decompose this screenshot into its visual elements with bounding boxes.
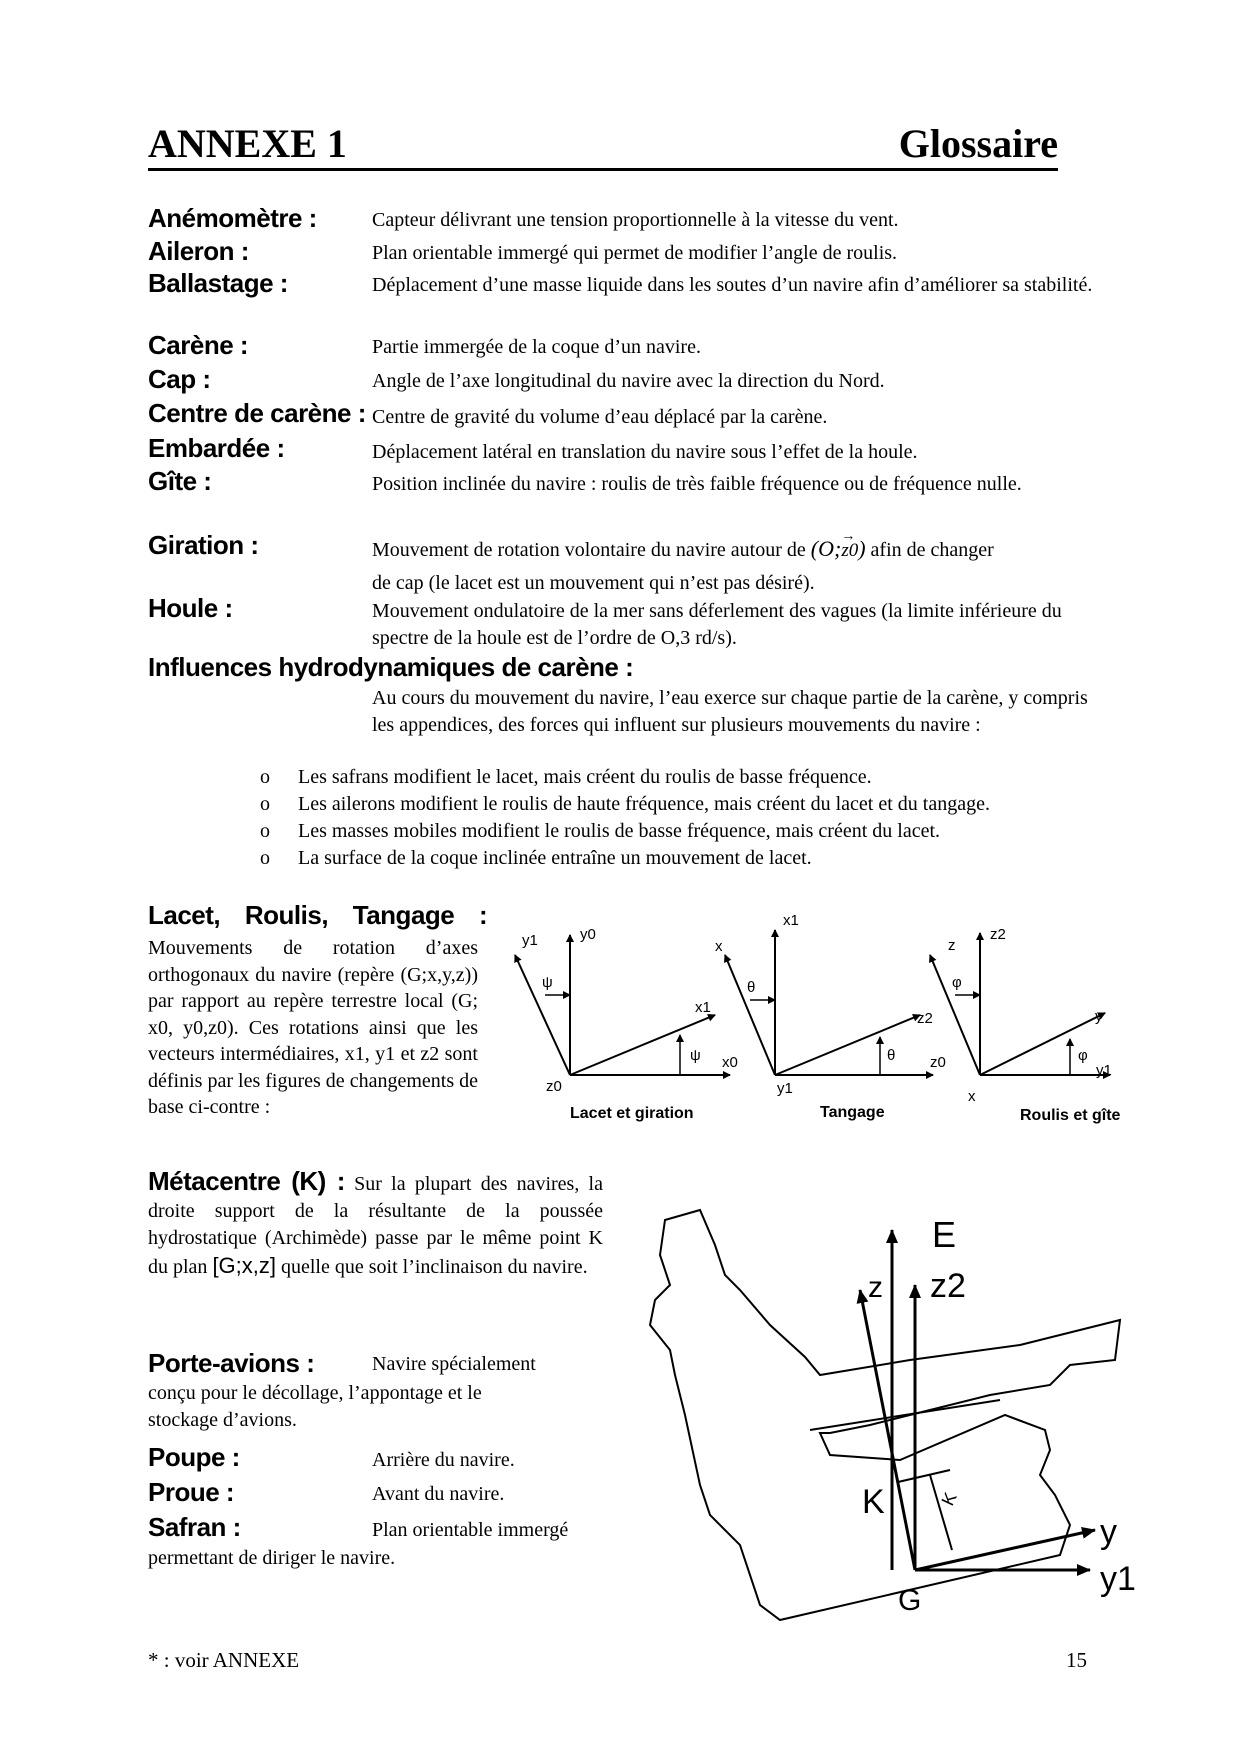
def-safran-rest: permettant de diriger le navire. [148, 1547, 396, 1569]
label-y0: y0 [580, 926, 596, 943]
page-number: 15 [1066, 1648, 1087, 1672]
label-z: z [948, 937, 956, 954]
term-giration: Giration : [148, 530, 259, 560]
bullet-item [260, 791, 990, 818]
def-giration-after: afin de changer [870, 539, 994, 561]
label-y1: y1 [1100, 1560, 1136, 1598]
label-distance: K [937, 1489, 961, 1509]
axis-y [915, 1530, 1095, 1570]
label-x0: x0 [722, 1054, 738, 1071]
metacentre-text: Sur la plupart des navires, la droite support de la résultante de la poussée hydrostatique (Archimède) passe par le même point K du plan [148, 1173, 603, 1278]
page-header [148, 120, 1058, 171]
deck-gap [895, 1185, 928, 1465]
term-porte-avions: Porte-avions : [148, 1348, 315, 1378]
def-metacentre [148, 1168, 603, 1281]
formula-o-z0 [811, 536, 866, 561]
diagram-tangage [715, 912, 946, 1121]
bullet-marker: o [260, 847, 270, 869]
diagram-lacet [515, 926, 738, 1122]
label-theta: θ [887, 1047, 896, 1064]
def-porte-avions-rest: conçu pour le décollage, l’appontage et le stockage d’avions. [148, 1382, 482, 1431]
label-z2: z2 [917, 1010, 933, 1027]
formula-z0: → z0 [841, 534, 858, 567]
term-gite: Gîte : [148, 466, 212, 496]
axis-z [860, 1290, 915, 1570]
term-lacet-roulis-tangage: Lacet, Roulis, Tangage : [148, 900, 488, 930]
def-cap: Angle de l’axe longitudinal du navire avec la direction du Nord. [372, 370, 885, 392]
label-x: x [715, 938, 723, 955]
term-safran: Safran : [148, 1512, 241, 1542]
footer-note: * : voir ANNEXE [148, 1648, 300, 1672]
label-z0: z0 [930, 1054, 946, 1071]
label-y1: y1 [522, 932, 538, 949]
def-influences: Au cours du mouvement du navire, l’eau exerce sur chaque partie de la carène, y compris les appendices, des forces qui influent sur plusieurs mouvements du navire : [372, 687, 1088, 736]
term-metacentre: Métacentre (K) : [148, 1166, 345, 1196]
bullet-marker: o [260, 793, 270, 815]
bullet-item [260, 764, 872, 791]
formula-g-x-z: [G;x,z] [212, 1253, 276, 1278]
def-ballastage: Déplacement d’une masse liquide dans les soutes d’un navire afin d’améliorer sa stabilité. [372, 274, 1093, 296]
def-proue: Avant du navire. [372, 1483, 505, 1505]
term-houle: Houle : [148, 593, 233, 623]
diagram-roulis [930, 926, 1121, 1124]
def-poupe: Arrière du navire. [372, 1449, 515, 1471]
label-phi: φ [952, 974, 962, 991]
term-aileron: Aileron : [148, 236, 249, 266]
distance-dim [930, 1475, 952, 1550]
term-anemometre: Anémomètre : [148, 203, 317, 233]
def-gite: Position inclinée du navire : roulis de très faible fréquence ou de fréquence nulle. [372, 473, 1022, 495]
header-title: Glossaire [898, 121, 1058, 166]
label-x: x [968, 1088, 976, 1105]
term-carene: Carène : [148, 330, 249, 360]
def-lacet-roulis-tangage: Mouvements de rotation d’axes orthogonaux du navire (repère (G;x,y,z)) par rapport au repère terrestre local (G; x0, y0,z0). Ces rotations ainsi que les vecteurs intermédiaires, x1, y1 et z2 sont définis par les figures de changements de base ci-contre : [148, 937, 478, 1118]
axis-z2 [775, 1015, 920, 1075]
label-k: K [862, 1483, 885, 1521]
term-proue: Proue : [148, 1477, 235, 1507]
def-houle: Mouvement ondulatoire de la mer sans déferlement des vagues (la limite inférieure du spectre de la houle est de l’ordre de O,3 rd/s). [372, 600, 1062, 649]
label-z2: z2 [930, 1267, 966, 1305]
caption-lacet: Lacet et giration [570, 1105, 694, 1122]
bullet-text: La surface de la coque inclinée entraîne un mouvement de lacet. [298, 847, 812, 869]
caption-roulis: Roulis et gîte [1020, 1107, 1121, 1124]
formula-close: ) [858, 536, 866, 561]
label-theta: θ [747, 979, 756, 996]
label-phi: φ [1078, 1047, 1088, 1064]
term-influences: Influences hydrodynamiques de carène : [148, 652, 634, 682]
def-centre-de-carene: Centre de gravité du volume d’eau déplacé par la carène. [372, 406, 828, 428]
bullet-text: Les ailerons modifient le roulis de haute fréquence, mais créent du lacet et du tangage. [298, 793, 990, 815]
bullet-marker: o [260, 766, 270, 788]
axis-x1 [570, 1015, 715, 1075]
k-tick [898, 1470, 950, 1482]
def-embardee: Déplacement latéral en translation du navire sous l’effet de la houle. [372, 441, 918, 463]
label-z: z [868, 1271, 883, 1304]
axis-y [980, 1013, 1105, 1075]
label-x1: x1 [695, 999, 711, 1016]
label-y: y [1095, 1008, 1103, 1025]
label-psi: ψ [690, 1047, 701, 1064]
def-aileron: Plan orientable immergé qui permet de modifier l’angle de roulis. [372, 242, 898, 264]
header-annex: ANNEXE 1 [148, 121, 347, 166]
def-anemometre: Capteur délivrant une tension proportionnelle à la vitesse du vent. [372, 209, 899, 231]
term-embardee: Embardée : [148, 433, 285, 463]
def-giration-line2: de cap (le lacet est un mouvement qui n’est pas désiré). [372, 572, 815, 594]
term-centre-de-carene: Centre de carène : [148, 398, 366, 428]
def-carene: Partie immergée de la coque d’un navire. [372, 336, 701, 358]
bullet-text: Les safrans modifient le lacet, mais créent du roulis de basse fréquence. [298, 766, 872, 788]
bullet-marker: o [260, 820, 270, 842]
def-porte-avions-start: Navire spécialement [372, 1353, 536, 1375]
def-safran-start: Plan orientable immergé [372, 1519, 569, 1541]
def-giration [372, 532, 1102, 600]
term-poupe: Poupe : [148, 1442, 240, 1472]
formula-open: (O; [810, 536, 842, 561]
deck-line [810, 1400, 1000, 1430]
label-g: G [898, 1584, 922, 1617]
axis-y1 [515, 955, 570, 1075]
bullet-text: Les masses mobiles modifient le roulis de basse fréquence, mais créent du lacet. [298, 820, 941, 842]
label-y1: y1 [1096, 1062, 1112, 1079]
label-y1: y1 [777, 1080, 793, 1097]
bullet-item [260, 845, 812, 872]
bullet-item [260, 818, 940, 845]
label-y: y [1100, 1513, 1117, 1551]
term-ballastage: Ballastage : [148, 268, 288, 298]
caption-tangage: Tangage [820, 1104, 885, 1121]
ship-diagram [630, 1185, 1140, 1625]
label-e: E [932, 1214, 957, 1255]
metacentre-text-after: quelle que soit l’inclinaison du navire. [281, 1256, 588, 1278]
label-x1: x1 [783, 912, 799, 929]
label-z0: z0 [546, 1078, 562, 1095]
label-psi: ψ [542, 974, 553, 991]
def-giration-text: Mouvement de rotation volontaire du navire autour de [372, 539, 806, 561]
term-cap: Cap : [148, 364, 211, 394]
rotation-diagrams [500, 905, 1121, 1124]
label-z2: z2 [990, 926, 1006, 943]
